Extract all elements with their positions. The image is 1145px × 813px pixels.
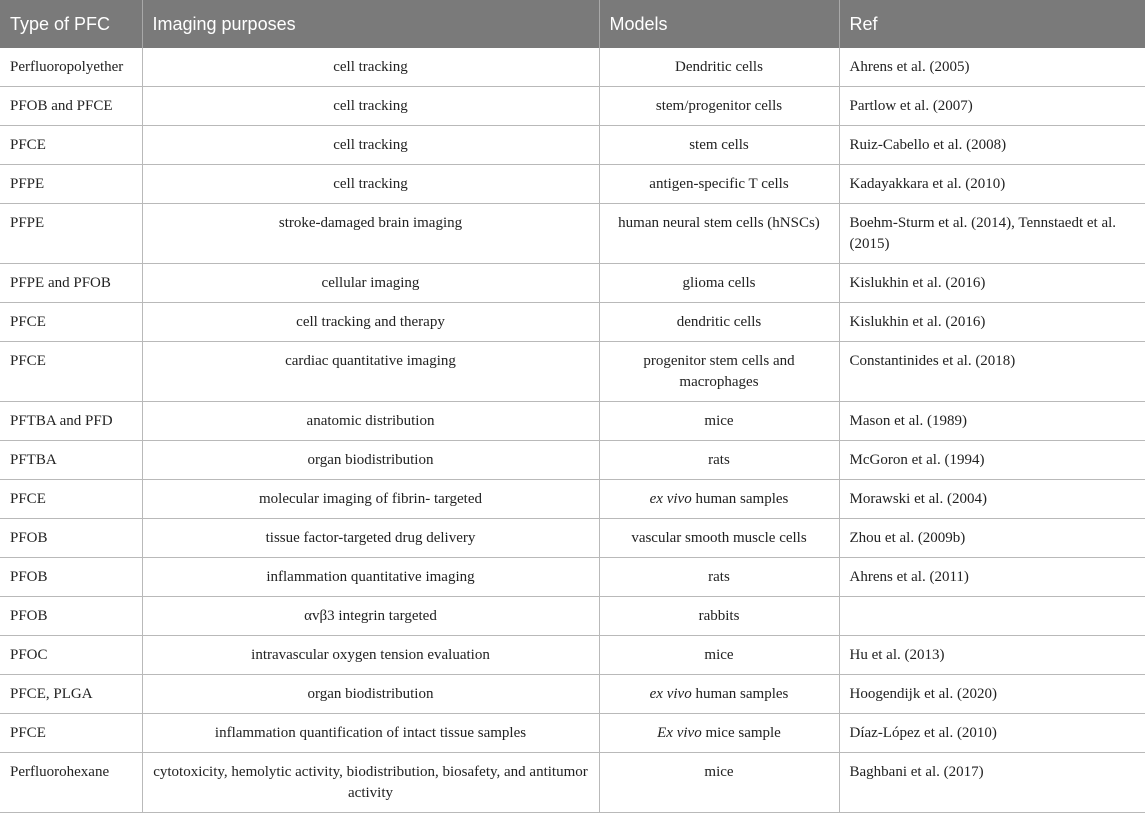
table-row	[0, 402, 1145, 441]
cell-model: mice	[599, 402, 839, 441]
cell-purpose: αvβ3 integrin targeted	[142, 597, 599, 636]
cell-model: human neural stem cells (hNSCs)	[599, 204, 839, 264]
header-ref: Ref	[839, 0, 1145, 48]
table-header-row	[0, 0, 1145, 48]
table-row	[0, 480, 1145, 519]
cell-type: PFCE	[0, 126, 142, 165]
cell-ref: Morawski et al. (2004)	[839, 480, 1145, 519]
table-row	[0, 597, 1145, 636]
cell-type: PFTBA and PFD	[0, 402, 142, 441]
cell-ref	[839, 597, 1145, 636]
model-italic-text: ex vivo	[649, 491, 692, 507]
cell-ref: Partlow et al. (2007)	[839, 87, 1145, 126]
cell-model: mice	[599, 636, 839, 675]
cell-type: PFCE	[0, 714, 142, 753]
cell-purpose: cell tracking	[142, 126, 599, 165]
table-row	[0, 48, 1145, 87]
cell-type: PFOB and PFCE	[0, 87, 142, 126]
model-text: human samples	[691, 686, 789, 702]
cell-purpose: stroke-damaged brain imaging	[142, 204, 599, 264]
cell-ref: McGoron et al. (1994)	[839, 441, 1145, 480]
cell-purpose: cytotoxicity, hemolytic activity, biodistribution, biosafety, and antitumor activity	[142, 753, 599, 813]
table-row	[0, 342, 1145, 402]
cell-ref: Kislukhin et al. (2016)	[839, 264, 1145, 303]
cell-model	[599, 714, 839, 753]
table-row	[0, 204, 1145, 264]
cell-ref: Constantinides et al. (2018)	[839, 342, 1145, 402]
cell-model: vascular smooth muscle cells	[599, 519, 839, 558]
cell-model: Dendritic cells	[599, 48, 839, 87]
table-row	[0, 558, 1145, 597]
cell-ref: Ahrens et al. (2011)	[839, 558, 1145, 597]
cell-ref: Hu et al. (2013)	[839, 636, 1145, 675]
cell-model: progenitor stem cells and macrophages	[599, 342, 839, 402]
cell-purpose: cell tracking and therapy	[142, 303, 599, 342]
table-row	[0, 264, 1145, 303]
cell-type: PFOC	[0, 636, 142, 675]
cell-model: rabbits	[599, 597, 839, 636]
cell-ref: Díaz-López et al. (2010)	[839, 714, 1145, 753]
cell-type: PFCE	[0, 303, 142, 342]
cell-type: PFCE	[0, 480, 142, 519]
cell-type: Perfluorohexane	[0, 753, 142, 813]
table-row	[0, 519, 1145, 558]
cell-model: rats	[599, 441, 839, 480]
model-italic-text: ex vivo	[649, 686, 692, 702]
cell-ref: Zhou et al. (2009b)	[839, 519, 1145, 558]
cell-model	[599, 675, 839, 714]
cell-purpose: cell tracking	[142, 165, 599, 204]
cell-type: PFOB	[0, 558, 142, 597]
table-row	[0, 714, 1145, 753]
cell-model: stem/progenitor cells	[599, 87, 839, 126]
header-type-of-pfc: Type of PFC	[0, 0, 142, 48]
cell-model: mice	[599, 753, 839, 813]
cell-purpose: cardiac quantitative imaging	[142, 342, 599, 402]
cell-purpose: organ biodistribution	[142, 441, 599, 480]
cell-ref: Ahrens et al. (2005)	[839, 48, 1145, 87]
cell-ref: Boehm-Sturm et al. (2014), Tennstaedt et al. (2015)	[839, 204, 1145, 264]
table-row	[0, 441, 1145, 480]
table-row	[0, 165, 1145, 204]
table-row	[0, 636, 1145, 675]
cell-ref: Hoogendijk et al. (2020)	[839, 675, 1145, 714]
cell-model: dendritic cells	[599, 303, 839, 342]
cell-type: PFPE	[0, 204, 142, 264]
cell-model: stem cells	[599, 126, 839, 165]
cell-model: rats	[599, 558, 839, 597]
cell-purpose: inflammation quantification of intact tissue samples	[142, 714, 599, 753]
cell-ref: Baghbani et al. (2017)	[839, 753, 1145, 813]
cell-type: PFOB	[0, 519, 142, 558]
cell-type: PFPE and PFOB	[0, 264, 142, 303]
table-row	[0, 675, 1145, 714]
cell-purpose: anatomic distribution	[142, 402, 599, 441]
table-row	[0, 87, 1145, 126]
cell-ref: Kislukhin et al. (2016)	[839, 303, 1145, 342]
table-row	[0, 126, 1145, 165]
header-imaging-purposes: Imaging purposes	[142, 0, 599, 48]
cell-ref: Kadayakkara et al. (2010)	[839, 165, 1145, 204]
cell-ref: Mason et al. (1989)	[839, 402, 1145, 441]
cell-ref: Ruiz-Cabello et al. (2008)	[839, 126, 1145, 165]
model-text: mice sample	[701, 725, 781, 741]
cell-purpose: molecular imaging of fibrin- targeted	[142, 480, 599, 519]
cell-type: PFOB	[0, 597, 142, 636]
cell-type: PFCE	[0, 342, 142, 402]
cell-type: PFCE, PLGA	[0, 675, 142, 714]
cell-model: antigen-specific T cells	[599, 165, 839, 204]
header-models: Models	[599, 0, 839, 48]
cell-type: PFPE	[0, 165, 142, 204]
model-italic-text: Ex vivo	[657, 725, 702, 741]
cell-model: glioma cells	[599, 264, 839, 303]
cell-purpose: organ biodistribution	[142, 675, 599, 714]
cell-purpose: cell tracking	[142, 48, 599, 87]
cell-purpose: intravascular oxygen tension evaluation	[142, 636, 599, 675]
cell-purpose: inflammation quantitative imaging	[142, 558, 599, 597]
cell-purpose: tissue factor-targeted drug delivery	[142, 519, 599, 558]
table-row	[0, 303, 1145, 342]
model-text: human samples	[691, 491, 789, 507]
cell-purpose: cellular imaging	[142, 264, 599, 303]
cell-purpose: cell tracking	[142, 87, 599, 126]
cell-type: PFTBA	[0, 441, 142, 480]
table-row	[0, 753, 1145, 813]
cell-model	[599, 480, 839, 519]
cell-type: Perfluoropolyether	[0, 48, 142, 87]
